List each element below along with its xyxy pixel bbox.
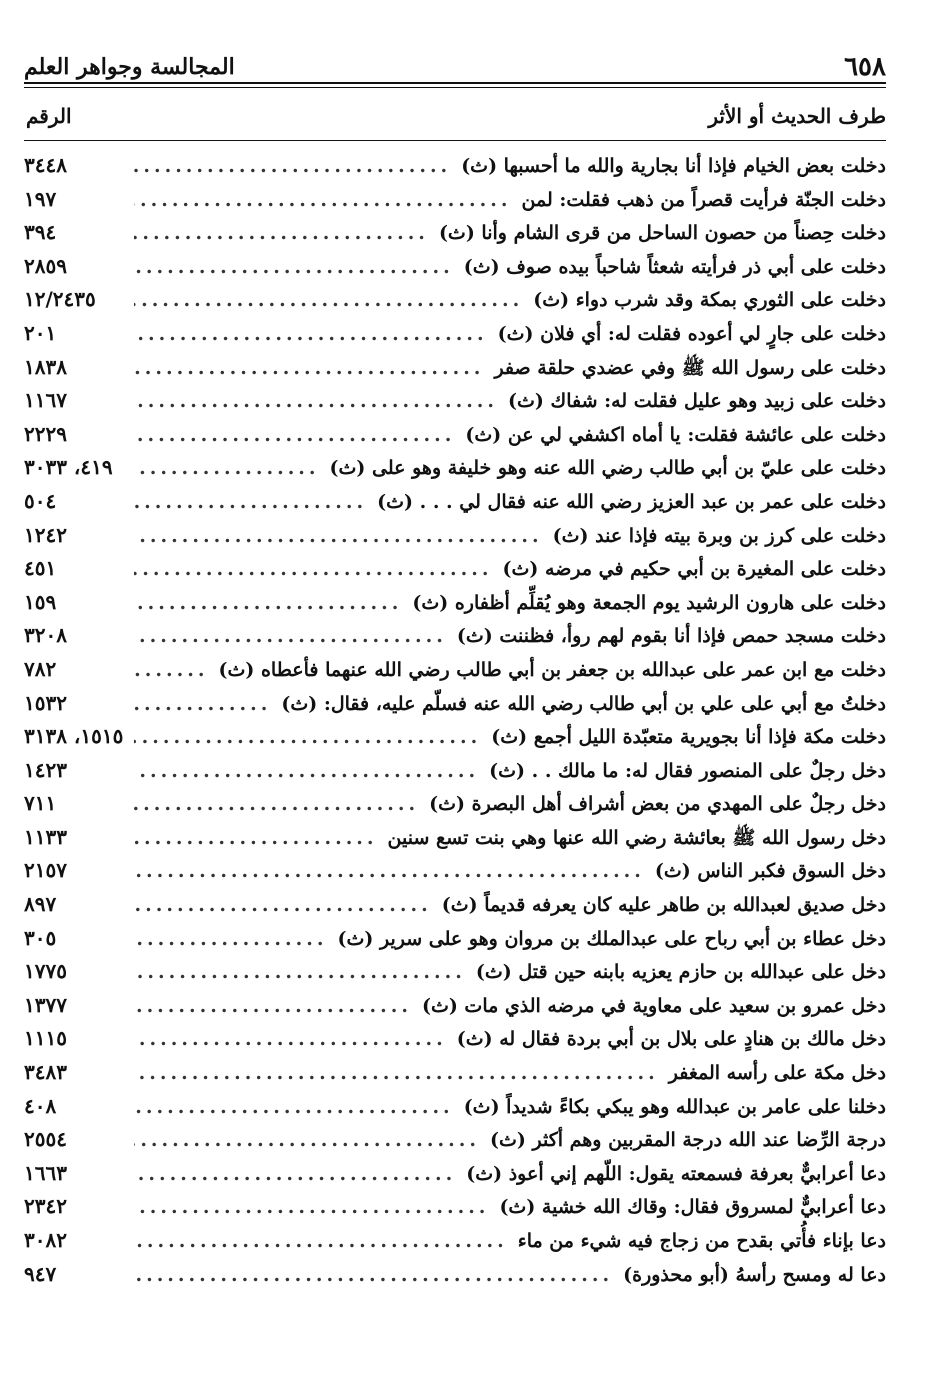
index-entry: [24, 821, 886, 855]
entry-text: دخل رجلٌ على المهدي من بعض أشراف أهل البصرة (ث): [429, 793, 886, 816]
index-entry: [24, 351, 886, 385]
index-entry: [24, 183, 886, 217]
column-heading-text: طرف الحديث أو الأثر: [708, 104, 886, 128]
leader-dots: [134, 1259, 613, 1293]
entry-number: ٤٠٨: [24, 1093, 57, 1118]
index-entry: [24, 854, 886, 888]
entry-number: ٨٩٧: [24, 892, 57, 917]
entry-text: دخلت على الثوري بمكة وقد شرب دواء (ث): [533, 289, 886, 312]
index-entry: [24, 1224, 886, 1258]
index-entry: [24, 384, 886, 418]
leader-dots: [134, 520, 543, 554]
leader-dots: [134, 654, 208, 688]
index-entries: [24, 149, 886, 1291]
entry-number: ١٣٧٧: [24, 992, 67, 1017]
leader-dots: [134, 855, 645, 889]
entry-number: ٣٤٨٣: [24, 1060, 67, 1085]
leader-dots: [134, 822, 378, 856]
index-entry: [24, 1022, 886, 1056]
entry-text: دخلت على عائشة فقلت: يا أماه اكشفي لي عن (ث): [465, 423, 886, 446]
entry-text: دخل عمرو بن سعيد على معاوية في مرضه الذي مات (ث): [421, 994, 886, 1017]
leader-dots: [134, 1057, 659, 1091]
index-entry: [24, 250, 886, 284]
entry-text: دخلت مع ابن عمر على عبدالله بن جعفر بن أبي طالب رضي الله عنهما فأعطاه (ث): [218, 658, 886, 681]
entry-number: ٢٣٤٢: [24, 1194, 67, 1219]
index-entry: [24, 485, 886, 519]
entry-text: دخلت حِصناً من حصون الساحل من قرى الشام وأنا (ث): [438, 222, 886, 245]
entry-text: دعا له ومسح رأسهُ (أبو محذورة): [623, 1263, 886, 1286]
leader-dots: [134, 1158, 456, 1192]
index-entry: [24, 149, 886, 183]
index-entry: [24, 619, 886, 653]
entry-text: دخلت مسجد حمص فإذا أنا بقوم لهم روأ، فظننت (ث): [456, 625, 886, 648]
index-entry: [24, 216, 886, 250]
entry-number: ١١٦٧: [24, 388, 67, 413]
entry-number: ٧١١: [24, 791, 57, 816]
index-entry: [24, 955, 886, 989]
entry-number: ١١١٥: [24, 1026, 67, 1051]
leader-dots: [134, 486, 367, 520]
entry-text: دخلت على زبيد وهو عليل فقلت له: شفاك (ث): [508, 390, 886, 413]
entry-number: ١٧٧٥: [24, 959, 67, 984]
entry-number: ١٥٩: [24, 589, 57, 614]
index-entry: [24, 1056, 886, 1090]
column-headings-rule: [24, 140, 886, 141]
entry-number: ٣٠٨٢: [24, 1228, 67, 1252]
entry-text: دخل رسول الله ﷺ بعائشة رضي الله عنها وهي بنت تسع سنين: [387, 826, 886, 849]
entry-text: دخل مالك بن هنادٍ على بلال بن أبي بردة فقال له (ث): [456, 1028, 886, 1051]
leader-dots: [134, 284, 523, 318]
entry-number: ١٨٣٨: [24, 354, 67, 379]
index-entry: [24, 519, 886, 553]
entry-text: دخل على عبدالله بن حازم يعزيه بابنه حين قتل (ث): [475, 961, 886, 984]
index-entry: [24, 552, 886, 586]
entry-text: دخل عطاء بن أبي رباح على عبدالملك بن مروان وهو على سرير (ث): [337, 927, 886, 950]
entry-number: ١٢٤٢: [24, 522, 67, 547]
index-entry: [24, 283, 886, 317]
leader-dots: [134, 688, 271, 722]
index-page: [24, 40, 886, 1291]
entry-number: ١٤٢٣: [24, 757, 67, 782]
entry-text: دخل صديق لعبدالله بن طاهر عليه كان يعرفه قديماً (ث): [441, 894, 886, 917]
leader-dots: [134, 352, 484, 386]
index-entry: [24, 720, 886, 754]
index-entry: [24, 451, 886, 485]
column-heading-number: الرقم: [26, 104, 72, 128]
leader-dots: [134, 1225, 508, 1259]
leader-dots: [134, 721, 481, 755]
leader-dots: [134, 755, 479, 789]
entry-number: ٤٥١: [24, 556, 57, 581]
leader-dots: [134, 788, 419, 822]
leader-dots: [134, 620, 447, 654]
entry-number: ١٢/٢٤٣٥: [24, 287, 96, 312]
entry-number: ٢٢٢٩: [24, 421, 67, 446]
running-head: [24, 40, 886, 82]
index-entry: [24, 653, 886, 687]
entry-text: دعا أعرابيٌّ لمسروق فقال: وقاك الله خشية (ث): [499, 1196, 886, 1219]
entry-number: ٧٨٢: [24, 656, 57, 681]
entry-number: ٣٠٥: [24, 925, 57, 950]
index-entry: [24, 418, 886, 452]
entry-number: ١٥٣٢: [24, 690, 67, 715]
entry-number: ٣٢٠٨: [24, 623, 67, 648]
entry-number: ٣٤٤٨: [24, 153, 67, 177]
leader-dots: [134, 553, 493, 587]
entry-text: دخلت الجنّة فرأيت قصراً من ذهب فقلت: لمن: [521, 188, 886, 211]
entry-text: درجة الرِّضا عند الله درجة المقربين وهم أكثر (ث): [490, 1129, 886, 1152]
leader-dots: [134, 1124, 480, 1158]
entry-text: دخل مكة على رأسه المغفر: [668, 1062, 886, 1085]
entry-text: دعا بإناء فأُتي بقدح من زجاج فيه شيء من ماء: [517, 1230, 886, 1252]
entry-text: دعا أعرابيٌّ بعرفة فسمعته يقول: اللّهم إني أعوذ (ث): [466, 1162, 886, 1185]
index-entry: [24, 586, 886, 620]
leader-dots: [134, 184, 512, 218]
entry-number: ١٦٦٣: [24, 1160, 67, 1185]
index-entry: [24, 888, 886, 922]
page-number: ٦٥٨: [844, 52, 886, 82]
leader-dots: [134, 990, 412, 1024]
entry-number: ١٩٧: [24, 186, 57, 211]
entry-text: دخلت على هارون الرشيد يوم الجمعة وهو يُقلِّم أظفاره (ث): [412, 591, 886, 614]
entry-text: دخلت على عمر بن عبد العزيز رضي الله عنه فقال لي . . . (ث): [377, 490, 886, 513]
entry-number: ٢٥٥٤: [24, 1127, 67, 1152]
entry-text: دخل رجلٌ على المنصور فقال له: ما مالك . . (ث): [489, 759, 886, 782]
leader-dots: [134, 385, 498, 419]
entry-number: ٣٩٤: [24, 220, 57, 245]
index-entry: [24, 1190, 886, 1224]
index-entry: [24, 754, 886, 788]
index-entry: [24, 687, 886, 721]
header-rule-thick: [24, 82, 886, 84]
entry-text: دخلت بعض الخيام فإذا أنا بجارية والله ما أحسبها (ث): [461, 155, 886, 177]
index-entry: [24, 922, 886, 956]
leader-dots: [134, 1191, 489, 1225]
entry-number: ١١٣٣: [24, 824, 67, 849]
index-entry: [24, 989, 886, 1023]
entry-text: دخل السوق فكبر الناس (ث): [654, 860, 886, 883]
leader-dots: [134, 889, 432, 923]
index-entry: [24, 1090, 886, 1124]
entry-number: ٢٨٥٩: [24, 253, 67, 278]
leader-dots: [134, 1091, 454, 1125]
leader-dots: [134, 587, 402, 621]
leader-dots: [134, 251, 454, 285]
entry-text: دخلت على عليّ بن أبي طالب رضي الله عنه وهو خليفة وهو على (ث): [329, 457, 886, 480]
entry-text: دخلت على أبي ذر فرأيته شعثاً شاحباً بيده صوف (ث): [463, 255, 886, 278]
index-entry: [24, 787, 886, 821]
column-headings: [24, 88, 886, 140]
entry-text: دخلتُ مع أبي على علي بن أبي طالب رضي الله عنه فسلّم عليه، فقال: (ث): [281, 692, 886, 715]
leader-dots: [134, 318, 488, 352]
leader-dots: [134, 419, 455, 453]
entry-text: دخلنا على عامر بن عبدالله وهو يبكي بكاءً شديداً (ث): [463, 1095, 886, 1118]
entry-text: دخلت مكة فإذا أنا بجويرية متعبّدة الليل أجمع (ث): [491, 726, 886, 749]
book-title: المجالسة وجواهر العلم: [24, 54, 235, 80]
entry-number: ٩٤٧: [24, 1261, 57, 1286]
entry-text: دخلت على المغيرة بن أبي حكيم في مرضه (ث): [502, 558, 886, 581]
entry-text: دخلت على رسول الله ﷺ وفي عضدي حلقة صفر: [494, 356, 886, 379]
entry-number: ١٥١٥، ٣١٣٨: [24, 724, 124, 749]
entry-number: ٢١٥٧: [24, 858, 67, 883]
index-entry: [24, 1123, 886, 1157]
entry-text: دخلت على كرز بن وبرة بيته فإذا عند (ث): [552, 524, 886, 547]
leader-dots: [134, 956, 466, 990]
leader-dots: [134, 923, 328, 957]
entry-number: ٥٠٤: [24, 488, 57, 513]
leader-dots: [134, 1023, 447, 1057]
entry-number: ٢٠١: [24, 320, 57, 345]
leader-dots: [134, 217, 429, 251]
index-entry: [24, 317, 886, 351]
entry-number: ٤١٩، ٣٠٣٣: [24, 455, 113, 480]
leader-dots: [134, 452, 320, 486]
leader-dots: [134, 150, 451, 184]
index-entry: [24, 1258, 886, 1292]
entry-text: دخلت على جارٍ لي أعوده فقلت له: أي فلان (ث): [497, 322, 886, 345]
index-entry: [24, 1157, 886, 1191]
